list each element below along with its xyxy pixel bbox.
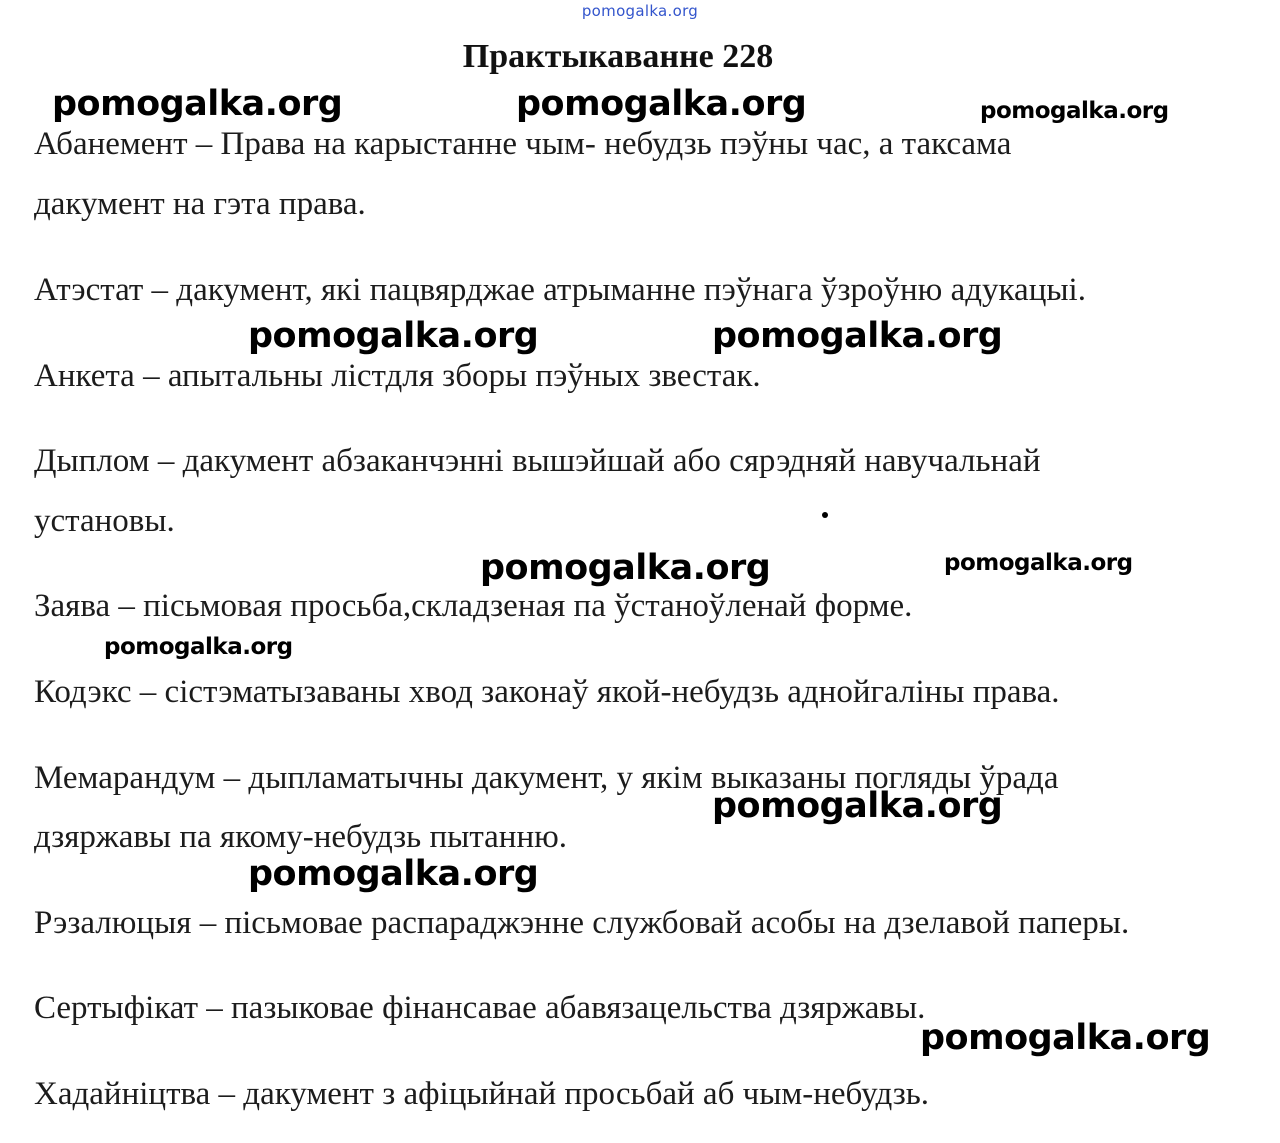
watermark: pomogalka.org: [712, 786, 1003, 826]
text-line-dyplom-2: установы.: [34, 503, 175, 539]
text-line-abanement-2: дакумент на гэта права.: [34, 186, 366, 222]
watermark: pomogalka.org: [980, 98, 1169, 124]
text-line-atestat: Атэстат – дакумент, які пацвярджае атрыманне пэўнага ўзроўню адукацыі.: [34, 272, 1086, 308]
watermark: pomogalka.org: [52, 84, 343, 124]
text-line-memarandum-1: Мемарандум – дыпламатычны дакумент, у якім выказаны погляды ўрада: [34, 760, 1059, 796]
text-line-sertyfikat: Сертыфікат – пазыковае фінансавае абавязацельства дзяржавы.: [34, 990, 926, 1026]
watermark: pomogalka.org: [920, 1018, 1211, 1058]
watermark: pomogalka.org: [480, 548, 771, 588]
watermark: pomogalka.org: [516, 84, 807, 124]
text-line-kodeks: Кодэкс – сістэматызаваны хвод законаў якой-небудзь аднойгаліны права.: [34, 674, 1060, 710]
watermark: pomogalka.org: [104, 634, 293, 660]
text-line-dyplom-1: Дыплом – дакумент абзаканчэнні вышэйшай або сярэдняй навучальнай: [34, 443, 1041, 479]
text-line-anketa: Анкета – апытальны лістдля зборы пэўных звестак.: [34, 358, 761, 394]
text-line-abanement-1: Абанемент – Права на карыстанне чым- небудзь пэўны час, а таксама: [34, 126, 1012, 162]
text-line-zayava: Заява – пісьмовая просьба,складзеная па ўстаноўленай форме.: [34, 588, 913, 624]
watermark: pomogalka.org: [248, 316, 539, 356]
stray-dot: [822, 512, 828, 518]
text-line-rezalyutsyya: Рэзалюцыя – пісьмовае распараджэнне службовай асобы на дзелавой паперы.: [34, 905, 1130, 941]
watermark: pomogalka.org: [248, 854, 539, 894]
page-title: Практыкаванне 228: [462, 38, 774, 75]
text-line-khadainitstva: Хадайніцтва – дакумент з афіцыйнай просьбай аб чым-небудзь.: [34, 1076, 930, 1112]
watermark: pomogalka.org: [944, 550, 1133, 576]
site-watermark-top: pomogalka.org: [581, 2, 699, 20]
watermark: pomogalka.org: [712, 316, 1003, 356]
text-line-memarandum-2: дзяржавы па якому-небудзь пытанню.: [34, 819, 568, 855]
